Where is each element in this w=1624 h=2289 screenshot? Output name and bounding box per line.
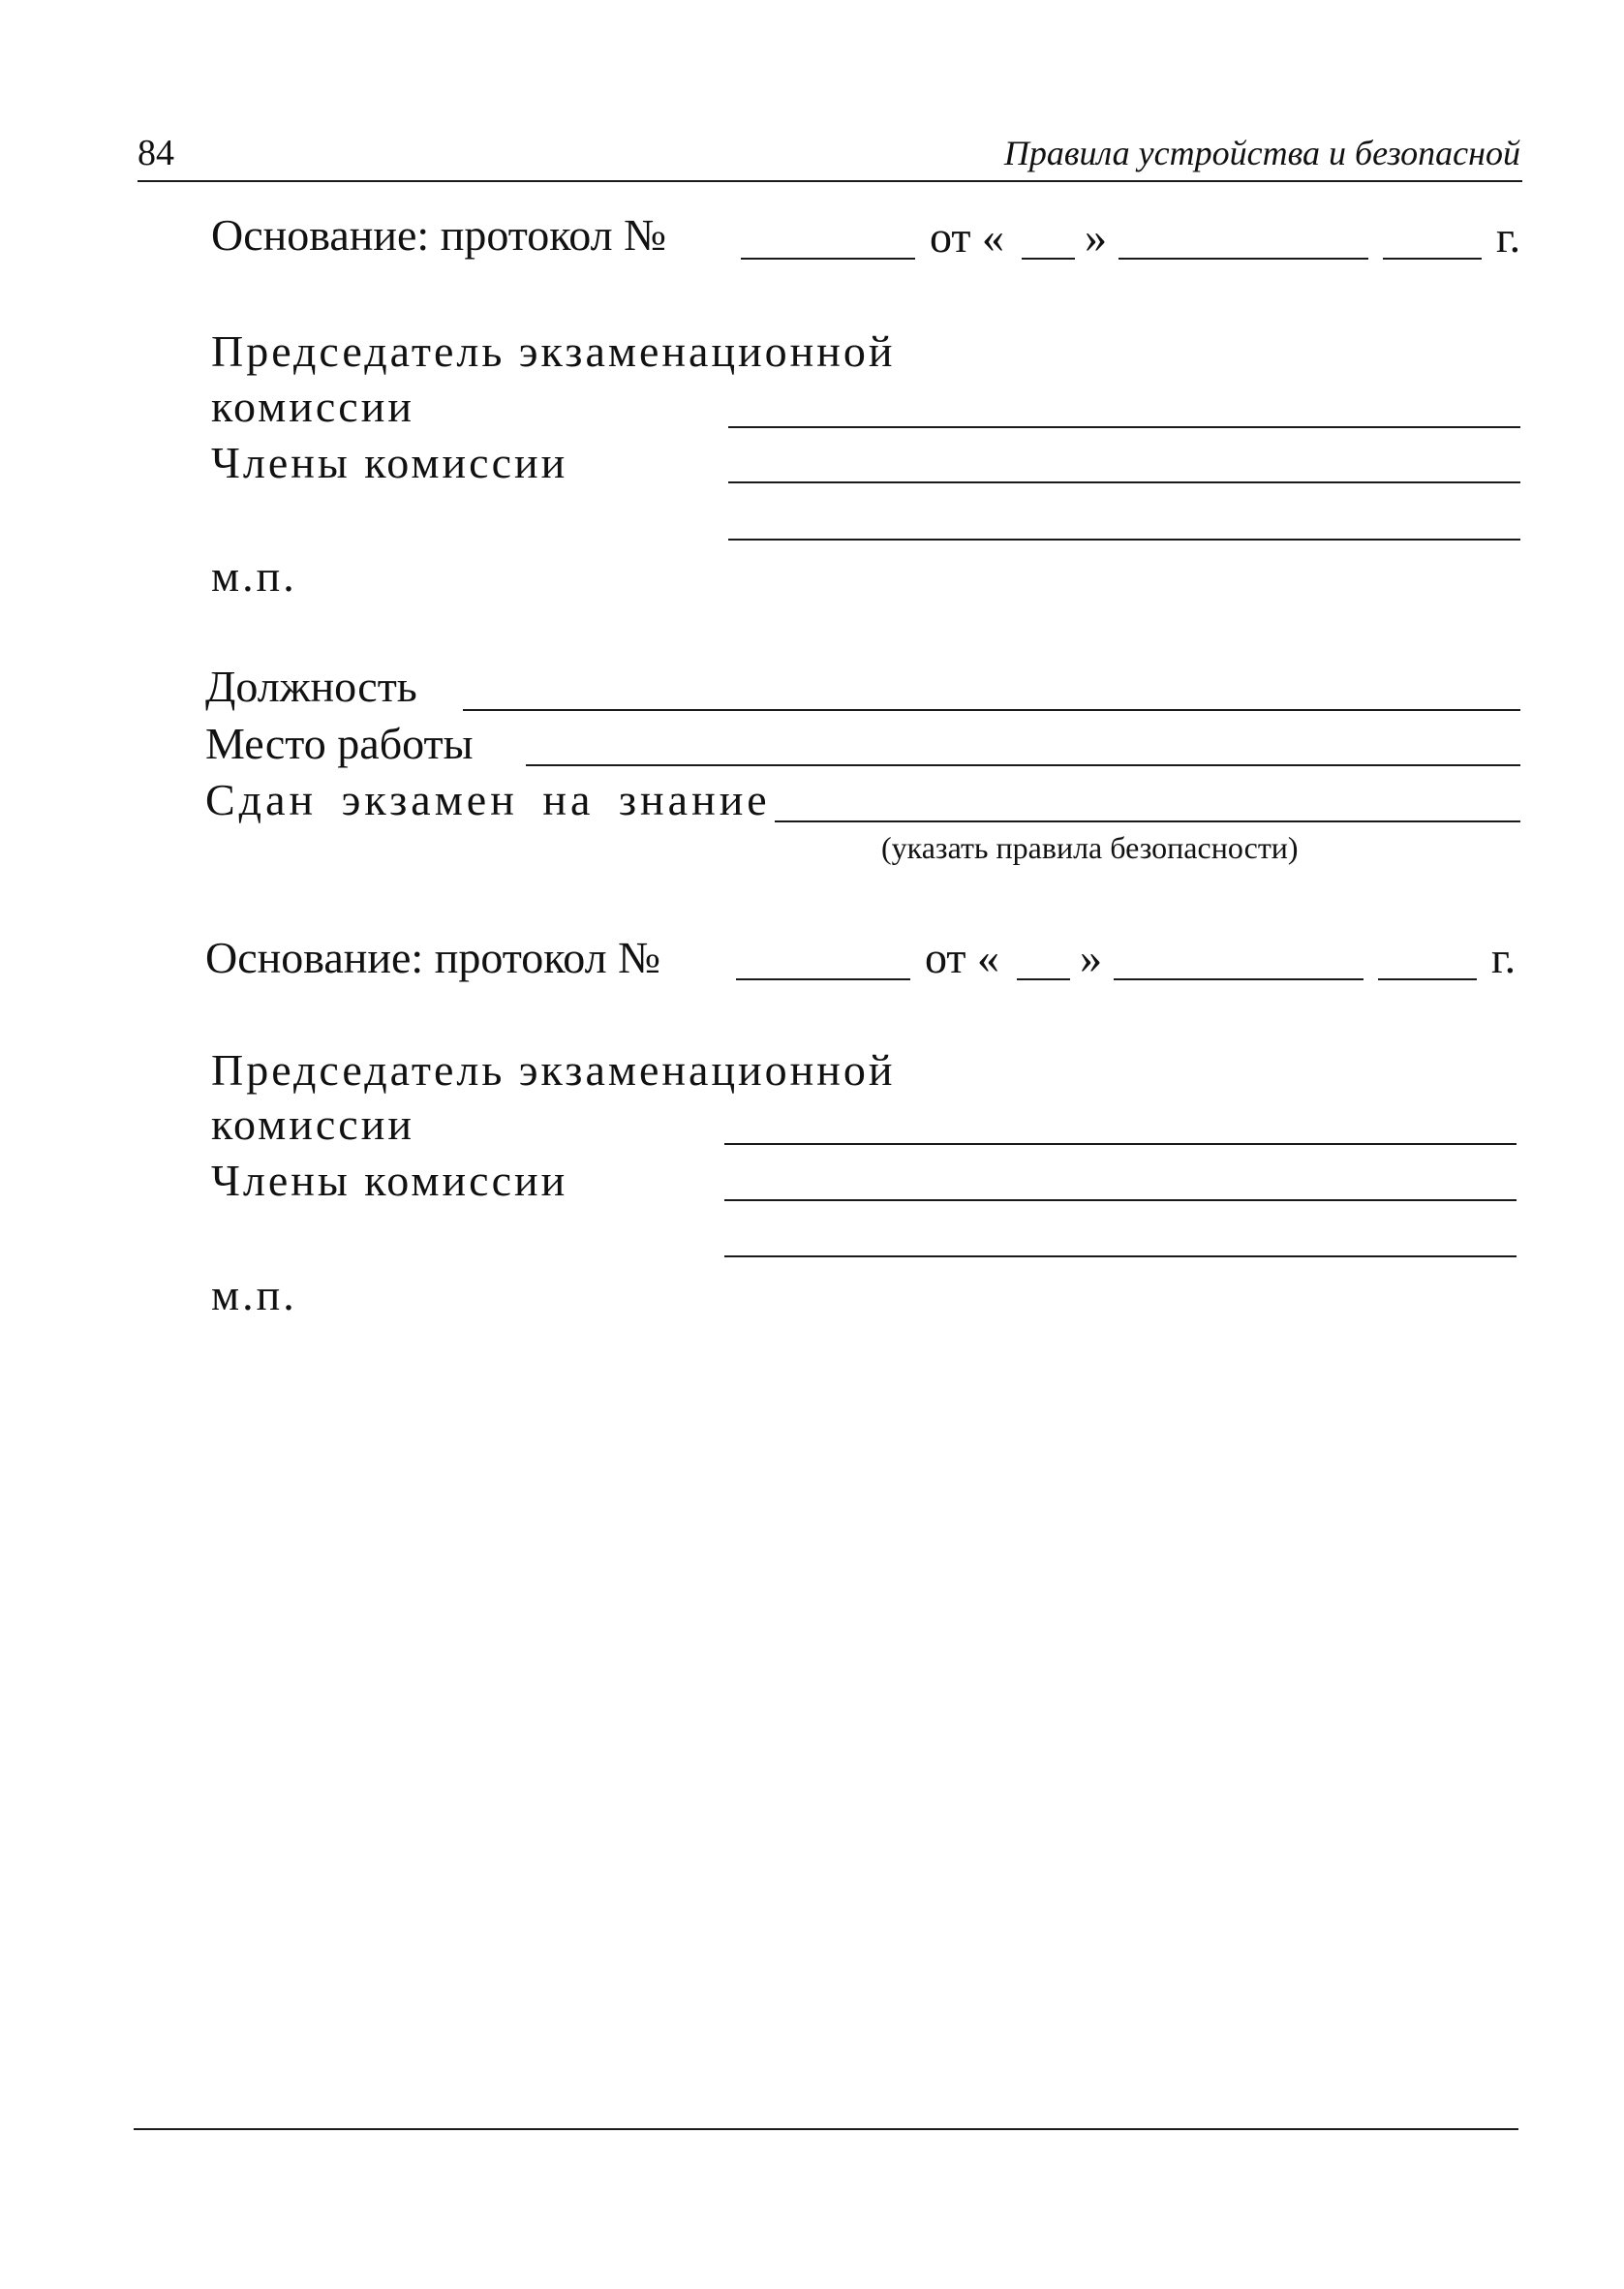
footer-rule [134, 2128, 1518, 2130]
exam-blank[interactable] [775, 820, 1520, 822]
member-signature-blank-2b[interactable] [724, 1255, 1517, 1257]
header-rule [138, 180, 1522, 182]
day-blank-2[interactable] [1017, 978, 1070, 980]
date-from-label-1: от « [930, 212, 1004, 262]
basis-label-2: Основание: протокол № [205, 933, 660, 982]
chairman-label-1a: Председатель экзаменационной [211, 326, 896, 376]
chairman-label-2b: комиссии [211, 1099, 414, 1149]
exam-hint: (указать правила безопасности) [881, 830, 1299, 865]
chairman-label-1b: комиссии [211, 382, 414, 431]
year-blank-1[interactable] [1383, 258, 1482, 260]
year-suffix-1: г. [1496, 212, 1521, 262]
position-blank[interactable] [463, 709, 1520, 711]
members-label-2: Члены комиссии [211, 1156, 568, 1205]
protocol-number-blank-1[interactable] [741, 258, 915, 260]
month-blank-1[interactable] [1118, 258, 1368, 260]
page-number: 84 [138, 133, 174, 173]
chairman-signature-blank-1[interactable] [728, 426, 1520, 428]
position-label: Должность [205, 662, 417, 711]
member-signature-blank-1b[interactable] [728, 539, 1520, 541]
basis-label-1: Основание: протокол № [211, 210, 666, 260]
day-blank-1[interactable] [1022, 258, 1075, 260]
quote-close-2: » [1080, 933, 1102, 982]
workplace-blank[interactable] [526, 764, 1520, 766]
exam-label: Сдан экзамен на знание [205, 775, 771, 824]
year-suffix-2: г. [1491, 933, 1517, 982]
stamp-label-2: м.п. [211, 1270, 297, 1319]
member-signature-blank-2a[interactable] [724, 1199, 1517, 1201]
stamp-label-1: м.п. [211, 551, 297, 601]
members-label-1: Члены комиссии [211, 438, 568, 487]
chairman-signature-blank-2[interactable] [724, 1143, 1517, 1145]
date-from-label-2: от « [925, 933, 999, 982]
member-signature-blank-1a[interactable] [728, 481, 1520, 483]
chairman-label-2a: Председатель экзаменационной [211, 1045, 896, 1095]
year-blank-2[interactable] [1378, 978, 1477, 980]
running-title: Правила устройства и безопасной [1003, 134, 1520, 172]
quote-close-1: » [1085, 212, 1107, 262]
workplace-label: Место работы [205, 719, 474, 768]
protocol-number-blank-2[interactable] [736, 978, 910, 980]
month-blank-2[interactable] [1114, 978, 1364, 980]
